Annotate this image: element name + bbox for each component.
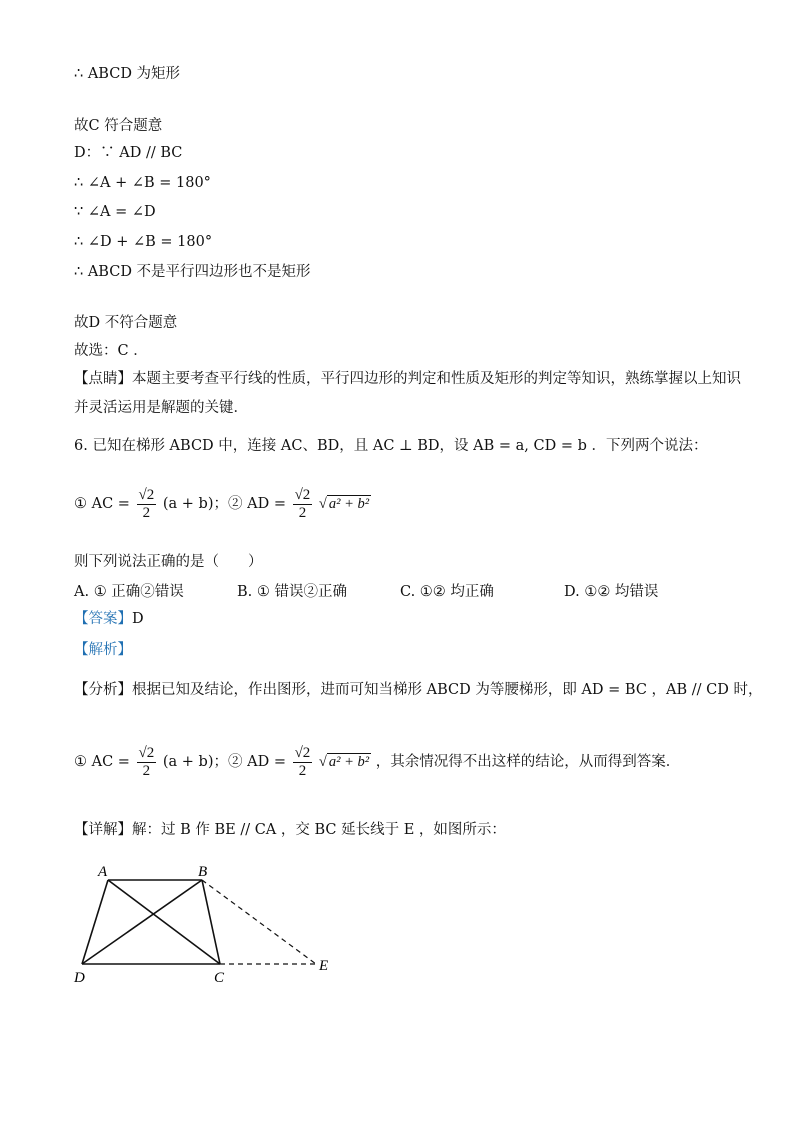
label-e: E: [319, 958, 329, 974]
line-dianjing: 【点睛】本题主要考查平行线的性质，平行四边形的判定和性质及矩形的判定等知识，熟练掌握以上知识: [74, 371, 741, 387]
statement-2-prefix: (a + b)；② AD =: [162, 496, 291, 512]
fenxi-formula-line: ① AC = $\frac{√2}{2}$ (a + b)；② AD = $\frac{√2}{2}$ √ a² + b² ，其余情况得不出这样的结论，从而得到答案．: [74, 744, 681, 779]
line-dianjing-cont: 并灵活运用是解题的关键．: [74, 400, 248, 416]
analysis-tag: 【解析】: [74, 642, 132, 658]
diagonal-bd: [82, 880, 202, 964]
label-a: A: [98, 864, 108, 880]
option-c[interactable]: C. ①② 均正确: [400, 584, 494, 600]
label-d: D: [74, 970, 85, 986]
diagonal-ac: [108, 880, 220, 964]
xiangjie-line: 【详解】解：过 B 作 BE // CA ，交 BC 延长线于 E ，如图所示：: [74, 822, 506, 838]
answer-tag: 【答案】: [74, 611, 132, 627]
dashed-be: [202, 880, 316, 964]
label-b: B: [198, 864, 208, 880]
line-abcd-rectangle: ∴ ABCD 为矩形: [74, 66, 181, 82]
statement-1-prefix: ① AC =: [74, 496, 135, 512]
line-choose-c: 故选：C ．: [74, 343, 148, 359]
line-angle-sum-2: ∴ ∠D + ∠B = 180°: [74, 234, 213, 250]
option-d[interactable]: D. ①② 均错误: [564, 584, 659, 600]
fenxi-tail: ，其余情况得不出这样的结论，从而得到答案．: [375, 754, 681, 770]
question-6-stem: 6. 已知在梯形 ABCD 中，连接 AC、BD，且 AC ⊥ BD，设 AB = a, CD = b ．下列两个说法：: [74, 438, 708, 454]
fraction-sqrt2-over-2-second: $\frac{√2}{2}$: [294, 486, 311, 521]
edge-bc: [202, 880, 220, 964]
answer-line: [74, 609, 144, 629]
fraction-sqrt2-over-2: $\frac{√2}{2}$: [138, 486, 155, 521]
line-not-parallelogram: ∴ ABCD 不是平行四边形也不是矩形: [74, 264, 311, 280]
option-a[interactable]: A. ① 正确②错误: [74, 584, 184, 600]
label-c: C: [214, 970, 225, 986]
option-b[interactable]: B. ① 错误②正确: [237, 584, 347, 600]
fenxi-line: 【分析】根据已知及结论，作出图形，进而可知当梯形 ABCD 为等腰梯形，即 AD = BC ，AB // CD 时，: [74, 682, 763, 698]
trapezoid-figure: [70, 858, 350, 988]
sqrt-a2-b2: √ a² + b²: [318, 496, 370, 512]
line-angle-equal: ∵ ∠A = ∠D: [74, 204, 156, 220]
question-6-ask: 则下列说法正确的是（ ）: [74, 554, 263, 570]
edge-da: [82, 880, 108, 964]
line-d-not-fit: 故D 不符合题意: [74, 315, 178, 331]
answer-value: D: [132, 611, 144, 627]
question-6-statements: [74, 484, 371, 524]
line-d-ad-parallel-bc: D：∵ AD // BC: [74, 145, 183, 161]
line-angle-sum-1: ∴ ∠A + ∠B = 180°: [74, 175, 211, 191]
line-c-fits: 故C 符合题意: [74, 118, 163, 134]
